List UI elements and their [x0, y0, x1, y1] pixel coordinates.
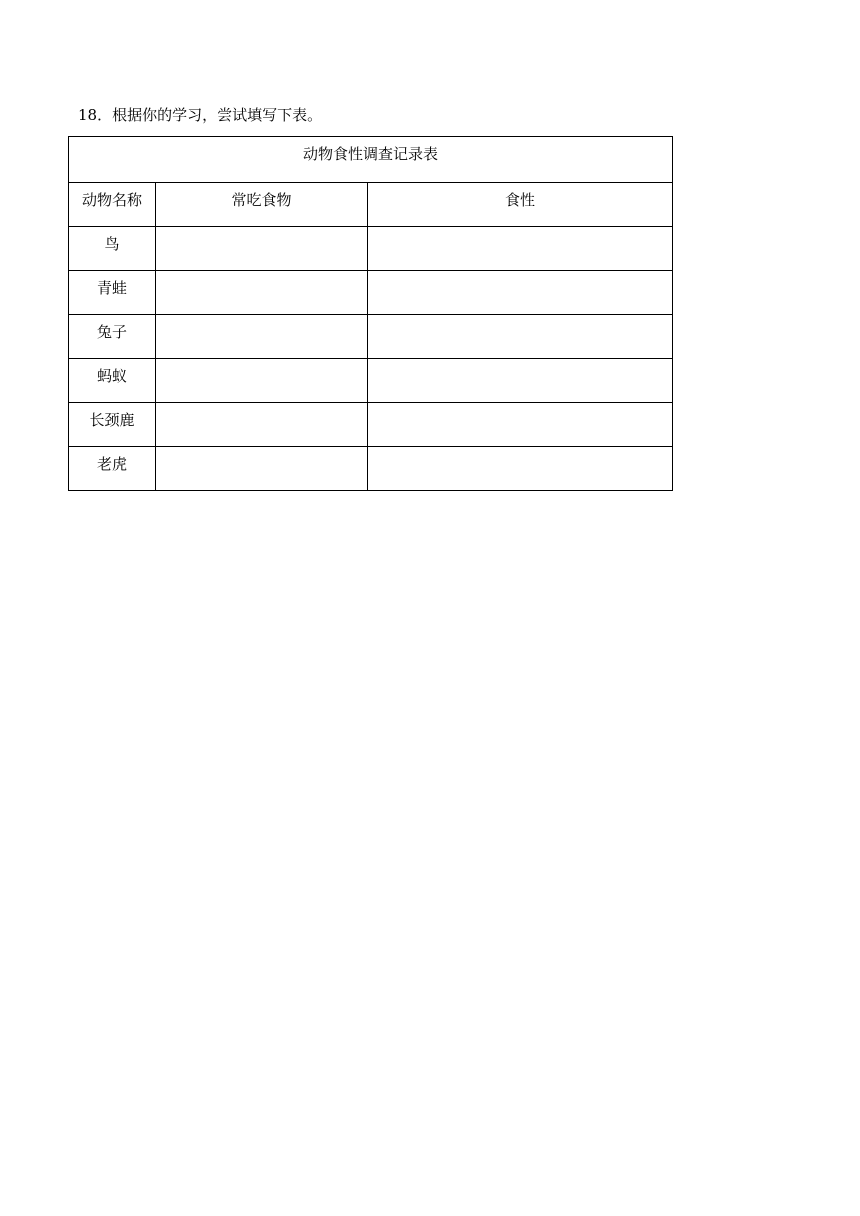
- animal-name-cell: 兔子: [69, 315, 156, 359]
- table-header-row: [69, 183, 673, 227]
- food-blank-cell[interactable]: [156, 447, 368, 491]
- animal-name-cell: 老虎: [69, 447, 156, 491]
- animal-name-cell: 鸟: [69, 227, 156, 271]
- food-blank-cell[interactable]: [156, 227, 368, 271]
- food-blank-cell[interactable]: [156, 271, 368, 315]
- table-title-row: [69, 137, 673, 183]
- diet-blank-cell[interactable]: [368, 315, 673, 359]
- diet-blank-cell[interactable]: [368, 403, 673, 447]
- diet-blank-cell[interactable]: [368, 227, 673, 271]
- question-text: 18．根据你的学习，尝试填写下表。: [78, 106, 323, 124]
- header-animal-name: 动物名称: [69, 183, 156, 227]
- header-common-food: 常吃食物: [156, 183, 368, 227]
- table-title: 动物食性调查记录表: [69, 137, 673, 183]
- diet-blank-cell[interactable]: [368, 359, 673, 403]
- table-row: [69, 403, 673, 447]
- animal-name-cell: 青蛙: [69, 271, 156, 315]
- table-row: [69, 359, 673, 403]
- food-blank-cell[interactable]: [156, 359, 368, 403]
- diet-blank-cell[interactable]: [368, 447, 673, 491]
- food-blank-cell[interactable]: [156, 315, 368, 359]
- diet-blank-cell[interactable]: [368, 271, 673, 315]
- animal-diet-table: [68, 136, 673, 491]
- food-blank-cell[interactable]: [156, 403, 368, 447]
- header-diet: 食性: [368, 183, 673, 227]
- animal-name-cell: 长颈鹿: [69, 403, 156, 447]
- table-row: [69, 315, 673, 359]
- table-row: [69, 227, 673, 271]
- table-row: [69, 271, 673, 315]
- animal-name-cell: 蚂蚁: [69, 359, 156, 403]
- table-row: [69, 447, 673, 491]
